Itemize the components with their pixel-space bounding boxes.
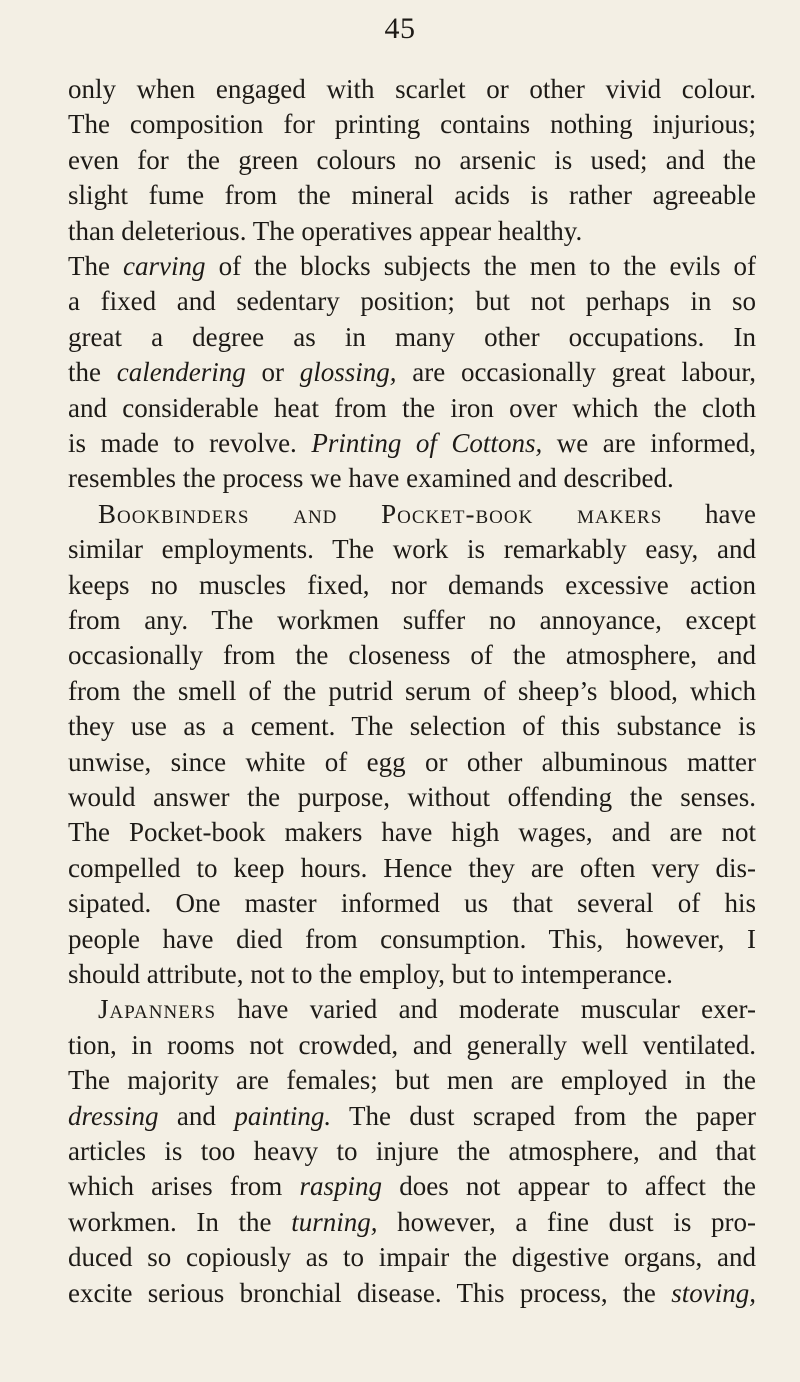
text-run: duced so copiously as to impair the digestive organs, and [68, 1242, 756, 1273]
text-run: The composition for printing contains nothing injurious; [68, 109, 756, 140]
text-run: a fixed and sedentary position; but not perhaps in so [68, 286, 756, 317]
text-run: does not appear to affect the [382, 1171, 756, 1202]
text-line [68, 320, 756, 354]
text-run: from the smell of the putrid serum of sheep’s blood, which [68, 675, 756, 706]
text-line [68, 107, 756, 141]
italic-phrase: glossing, [299, 357, 397, 388]
text-run: have [662, 498, 756, 529]
text-run: great a degree as in many other occupations. In [68, 321, 756, 352]
text-run: they use as a cement. The selection of this substance is [68, 711, 756, 742]
text-run: compelled to keep hours. Hence they are often very dis- [68, 852, 756, 883]
text-run: have varied and moderate muscular exer- [216, 994, 756, 1025]
small-caps-heading: Bookbinders and Pocket-book makers [98, 498, 663, 529]
text-run: we are informed, [542, 428, 756, 458]
text-run: similar employments. The work is remarkably easy, and [68, 534, 756, 565]
text-line [68, 957, 756, 991]
text-line [68, 1205, 756, 1239]
text-line [68, 745, 756, 779]
text-line [68, 532, 756, 566]
text-line [68, 709, 756, 743]
text-line [68, 922, 756, 956]
text-run: articles is too heavy to injure the atmosphere, and that [68, 1136, 756, 1166]
text-run: should attribute, not to the employ, but to intemperance. [68, 959, 673, 989]
text-run: is made to revolve. [68, 428, 312, 458]
italic-phrase: turning, [291, 1206, 378, 1237]
text-line [68, 815, 756, 849]
text-line [98, 497, 756, 531]
text-line [68, 249, 756, 283]
text-line [68, 603, 756, 637]
italic-phrase: rasping [299, 1171, 383, 1202]
text-run: The Pocket-book makers have high wages, and are not [68, 817, 756, 848]
text-line [98, 992, 756, 1026]
text-line [68, 284, 756, 318]
text-run: The dust scraped from the paper [331, 1100, 756, 1131]
text-run: people have died from consumption. This, however, I [68, 923, 756, 954]
text-run: however, a fine dust is pro- [377, 1206, 756, 1237]
italic-phrase: painting. [234, 1100, 332, 1131]
text-run: tion, in rooms not crowded, and generally well ventilated. [68, 1029, 756, 1060]
text-line [68, 1134, 756, 1168]
text-line [68, 355, 756, 389]
page-number: 45 [384, 12, 416, 45]
text-run: than deleterious. The operatives appear healthy. [68, 215, 583, 246]
text-run: from any. The workmen suffer no annoyance, except [68, 605, 756, 635]
italic-phrase: stoving, [671, 1277, 756, 1308]
text-line [68, 391, 756, 425]
text-run: resembles the process we have examined and described. [68, 463, 674, 494]
text-line [68, 461, 756, 495]
italic-phrase: carving [123, 251, 206, 281]
text-run: would answer the purpose, without offending the senses. [68, 782, 756, 812]
text-line [68, 886, 756, 920]
text-line [68, 780, 756, 814]
text-run: The [68, 251, 124, 281]
text-run: even for the green colours no arsenic is used; and the [68, 144, 756, 175]
text-run: unwise, since white of egg or other albuminous matter [68, 746, 756, 777]
text-run: of the blocks subjects the men to the evils of [205, 251, 756, 281]
text-line [68, 1240, 756, 1274]
text-run: occasionally from the closeness of the atmosphere, and [68, 640, 756, 671]
text-run: or [245, 357, 300, 388]
italic-phrase: dressing [68, 1100, 159, 1131]
text-run: slight fume from the mineral acids is rather agreeable [68, 180, 756, 211]
text-line [68, 674, 756, 708]
italic-phrase: calendering [116, 357, 246, 388]
text-run: keeps no muscles fixed, nor demands excessive action [68, 569, 756, 600]
text-line [68, 638, 756, 672]
text-run: The majority are females; but men are employed in the [68, 1065, 756, 1096]
text-line [68, 1028, 756, 1062]
text-run: and [158, 1100, 235, 1131]
text-run: excite serious bronchial disease. This process, the [68, 1277, 672, 1308]
text-run: workmen. In the [68, 1206, 292, 1237]
text-run: which arises from [68, 1171, 300, 1202]
text-run: only when engaged with scarlet or other vivid colour. [68, 74, 756, 104]
text-run: the [68, 357, 117, 388]
text-line [68, 72, 756, 106]
text-line [68, 851, 756, 885]
text-line [68, 214, 756, 248]
italic-phrase: Printing of Cottons, [311, 428, 543, 458]
text-run: sipated. One master informed us that several of his [68, 888, 756, 919]
text-line [68, 1169, 756, 1203]
small-caps-heading: Japanners [98, 994, 217, 1025]
text-line [68, 1063, 756, 1097]
text-line [68, 568, 756, 602]
text-run: are occasionally great labour, [396, 357, 756, 388]
text-line [68, 143, 756, 177]
text-line [68, 1099, 756, 1133]
text-run: and considerable heat from the iron over which the cloth [68, 392, 756, 423]
text-line [68, 426, 756, 460]
text-line [68, 178, 756, 212]
text-line [68, 1276, 756, 1310]
